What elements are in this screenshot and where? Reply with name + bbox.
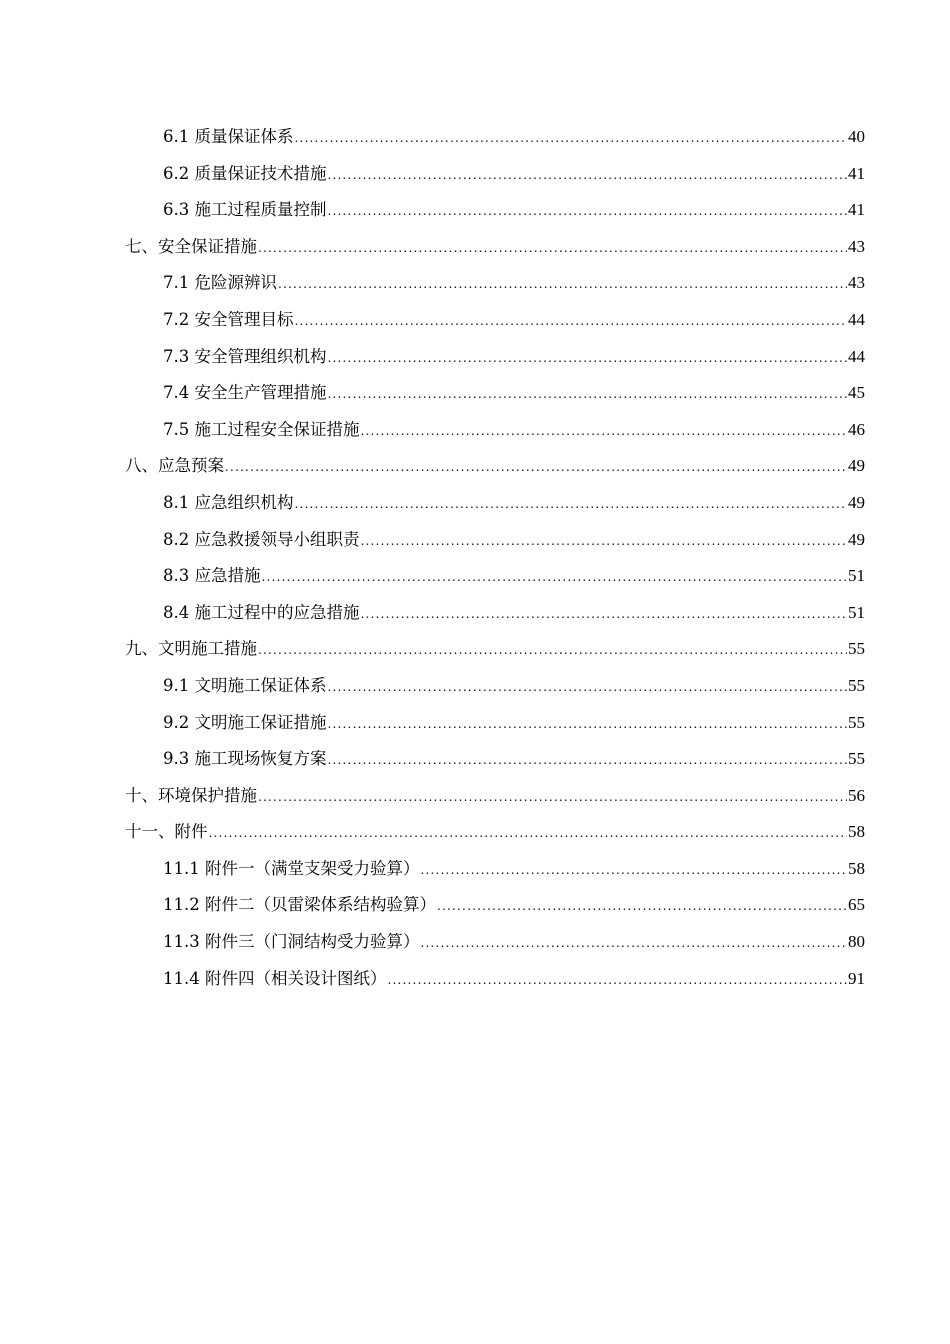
toc-dot-leader — [258, 779, 847, 816]
toc-entry[interactable] — [125, 156, 865, 193]
toc-entry-page-number: 80 — [848, 932, 865, 952]
toc-entry-page-number: 44 — [848, 309, 865, 329]
toc-entry-page-number: 55 — [848, 712, 865, 732]
toc-entry[interactable] — [125, 302, 865, 339]
toc-dot-leader — [387, 962, 847, 999]
toc-entry[interactable] — [125, 412, 865, 449]
toc-entry-title: 11.3 附件三（门洞结构受力验算） — [163, 932, 420, 952]
toc-entry[interactable] — [125, 558, 865, 595]
toc-entry-page-number: 51 — [848, 602, 865, 622]
toc-dot-leader — [328, 706, 848, 743]
toc-entry-title: 七、安全保证措施 — [125, 236, 257, 256]
toc-entry-title: 9.1 文明施工保证体系 — [163, 675, 327, 695]
toc-entry-page-number: 43 — [848, 236, 865, 256]
toc-dot-leader — [328, 742, 848, 779]
toc-dot-leader — [328, 376, 848, 413]
toc-entry-page-number: 65 — [848, 895, 865, 915]
toc-entry[interactable] — [125, 778, 865, 815]
toc-entry[interactable] — [125, 119, 865, 156]
toc-entry[interactable] — [125, 887, 865, 924]
toc-entry-page-number: 55 — [848, 639, 865, 659]
toc-entry-page-number: 49 — [848, 529, 865, 549]
toc-entry-title: 8.4 施工过程中的应急措施 — [163, 602, 360, 622]
toc-entry[interactable] — [125, 705, 865, 742]
toc-entry-page-number: 55 — [848, 675, 865, 695]
toc-entry-title: 8.2 应急救援领导小组职责 — [163, 529, 360, 549]
toc-entry-title: 11.4 附件四（相关设计图纸） — [163, 968, 387, 988]
toc-entry[interactable] — [125, 265, 865, 302]
toc-dot-leader — [420, 852, 847, 889]
table-of-contents — [125, 119, 865, 997]
toc-entry[interactable] — [125, 375, 865, 412]
toc-dot-leader — [262, 559, 848, 596]
toc-dot-leader — [209, 815, 848, 852]
toc-dot-leader — [361, 413, 848, 450]
toc-entry[interactable] — [125, 448, 865, 485]
toc-entry-page-number: 44 — [848, 346, 865, 366]
toc-dot-leader — [295, 486, 848, 523]
toc-entry-title: 11.1 附件一（满堂支架受力验算） — [163, 858, 420, 878]
toc-dot-leader — [258, 632, 847, 669]
toc-dot-leader — [328, 669, 848, 706]
toc-entry-page-number: 55 — [848, 749, 865, 769]
toc-entry-page-number: 46 — [848, 419, 865, 439]
toc-entry-title: 9.2 文明施工保证措施 — [163, 712, 327, 732]
toc-entry[interactable] — [125, 924, 865, 961]
toc-entry[interactable] — [125, 961, 865, 998]
toc-dot-leader — [361, 596, 848, 633]
toc-entry-title: 8.3 应急措施 — [163, 566, 261, 586]
toc-entry[interactable] — [125, 192, 865, 229]
toc-entry-title: 十、环境保护措施 — [125, 785, 257, 805]
toc-entry-title: 6.1 质量保证体系 — [163, 127, 294, 146]
toc-entry-page-number: 58 — [848, 822, 865, 842]
toc-dot-leader — [225, 449, 847, 486]
toc-entry[interactable] — [125, 668, 865, 705]
toc-dot-leader — [420, 925, 847, 962]
toc-dot-leader — [278, 266, 847, 303]
toc-dot-leader — [258, 230, 847, 267]
toc-entry-page-number: 49 — [848, 492, 865, 512]
toc-entry-page-number: 41 — [848, 200, 865, 220]
toc-entry-title: 11.2 附件二（贝雷梁体系结构验算） — [163, 895, 436, 915]
toc-dot-leader — [328, 193, 848, 230]
toc-dot-leader — [361, 523, 848, 560]
toc-entry-title: 8.1 应急组织机构 — [163, 492, 294, 512]
toc-entry-page-number: 49 — [848, 456, 865, 476]
toc-entry-title: 6.2 质量保证技术措施 — [163, 163, 327, 183]
toc-entry-title: 十一、附件 — [125, 822, 208, 842]
toc-entry[interactable] — [125, 522, 865, 559]
toc-entry-title: 9.3 施工现场恢复方案 — [163, 749, 327, 769]
toc-dot-leader — [295, 120, 848, 157]
toc-entry-page-number: 91 — [848, 968, 865, 988]
toc-entry[interactable] — [125, 741, 865, 778]
toc-entry[interactable] — [125, 485, 865, 522]
toc-dot-leader — [328, 157, 848, 194]
toc-entry-page-number: 40 — [848, 127, 865, 146]
toc-entry-title: 八、应急预案 — [125, 456, 224, 476]
toc-entry-title: 7.5 施工过程安全保证措施 — [163, 419, 360, 439]
toc-entry-title: 7.4 安全生产管理措施 — [163, 383, 327, 403]
toc-entry-page-number: 58 — [848, 858, 865, 878]
toc-entry-title: 7.3 安全管理组织机构 — [163, 346, 327, 366]
toc-dot-leader — [437, 888, 847, 925]
toc-entry-page-number: 56 — [848, 785, 865, 805]
toc-entry-title: 7.2 安全管理目标 — [163, 309, 294, 329]
toc-entry-title: 7.1 危险源辨识 — [163, 273, 277, 293]
toc-entry[interactable] — [125, 631, 865, 668]
toc-entry-title: 6.3 施工过程质量控制 — [163, 200, 327, 220]
toc-entry[interactable] — [125, 595, 865, 632]
toc-entry-page-number: 41 — [848, 163, 865, 183]
toc-entry-page-number: 45 — [848, 383, 865, 403]
toc-entry[interactable] — [125, 814, 865, 851]
toc-entry-page-number: 43 — [848, 273, 865, 293]
toc-entry[interactable] — [125, 339, 865, 376]
toc-entry[interactable] — [125, 851, 865, 888]
toc-dot-leader — [328, 340, 848, 377]
toc-entry-title: 九、文明施工措施 — [125, 639, 257, 659]
toc-dot-leader — [295, 303, 848, 340]
toc-entry-page-number: 51 — [848, 566, 865, 586]
toc-entry[interactable] — [125, 229, 865, 266]
